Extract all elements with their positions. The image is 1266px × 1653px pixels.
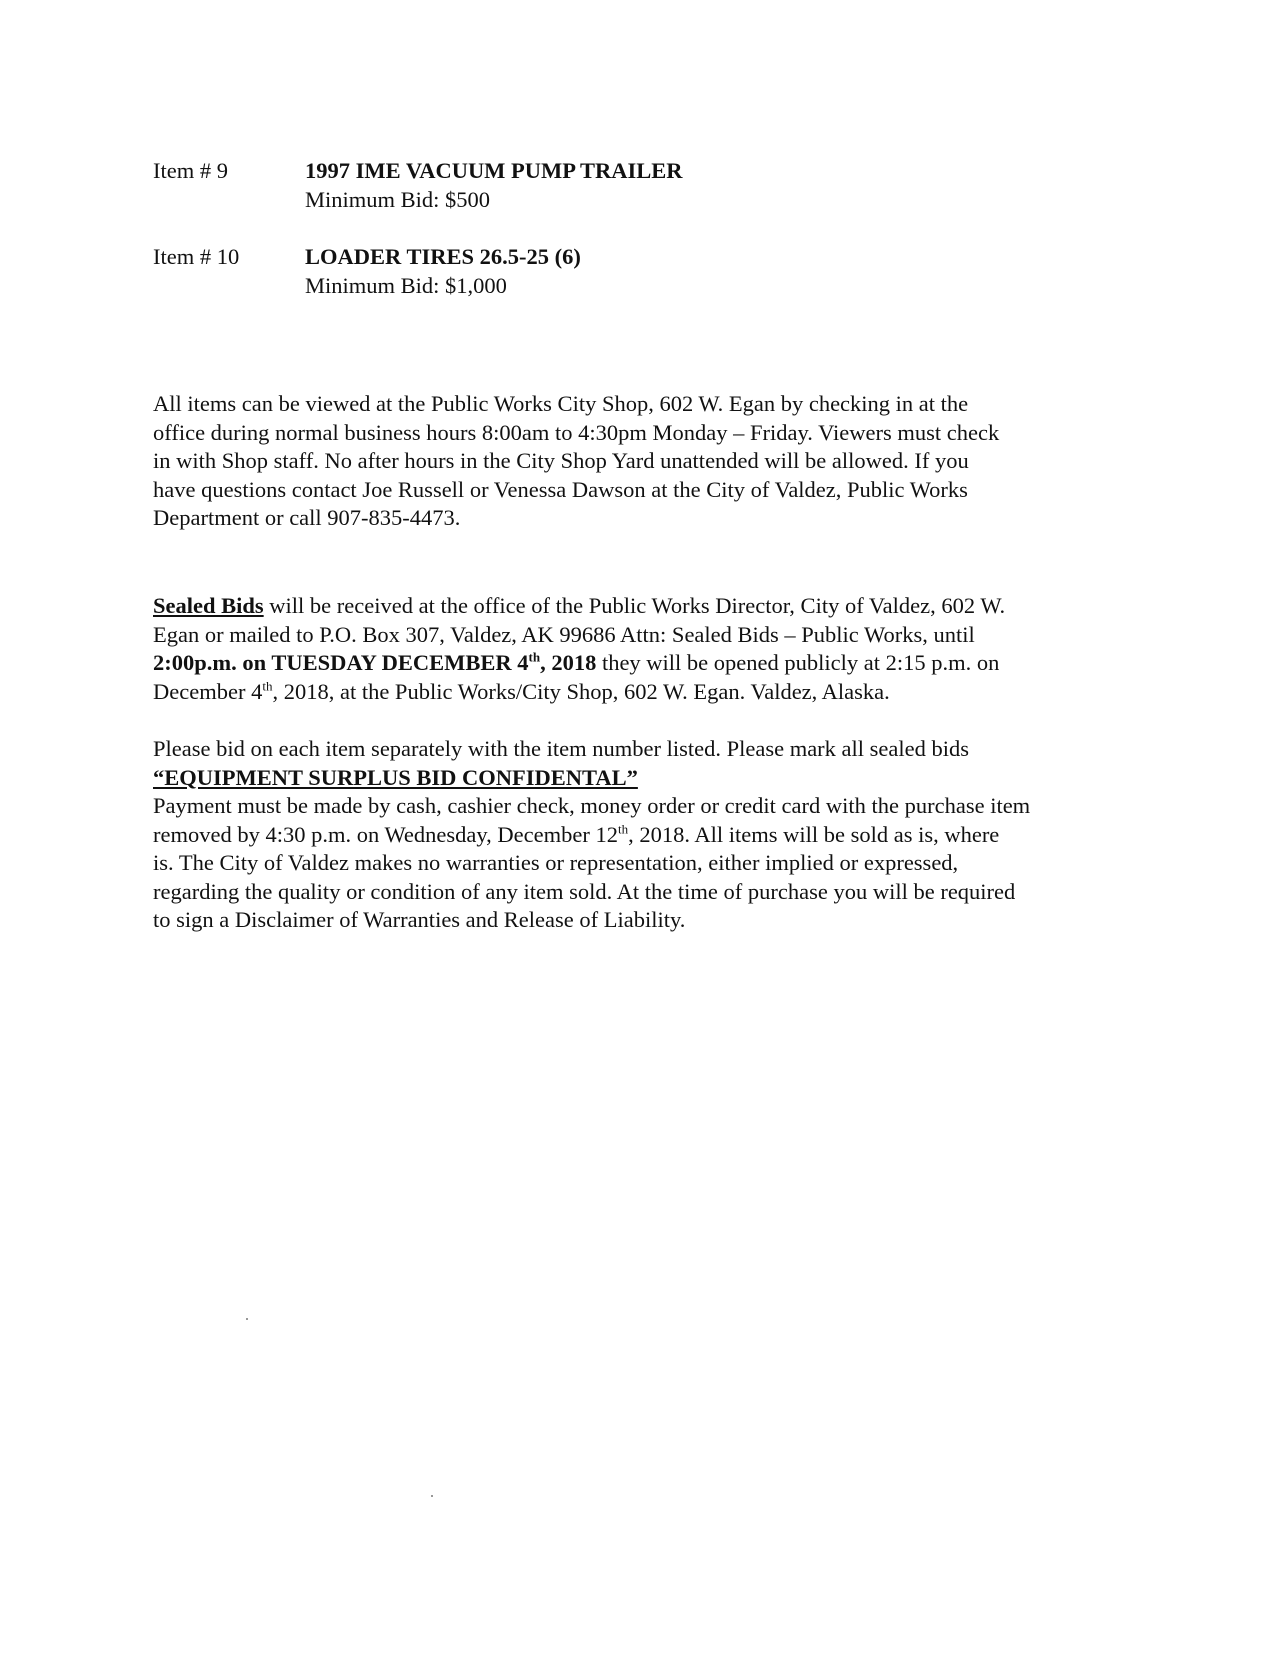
text-span: will be received at the office of the Public Works Director, City of Valdez, 602 W. [263,593,1006,618]
text-line: to sign a Disclaimer of Warranties and Release of Liability. [153,907,686,932]
ordinal-suffix: th [528,649,541,665]
text-line [153,592,1143,621]
text-line: is. The City of Valdez makes no warranties or representation, either implied or expressed, [153,850,959,875]
item-title: LOADER TIRES 26.5-25 (6) [305,244,581,269]
sealed-bids-paragraph [153,592,1143,706]
text-span: removed by 4:30 p.m. on Wednesday, December 12 [153,821,618,847]
text-span: , 2018. All items will be sold as is, where [628,821,1000,847]
text-line [153,821,1143,850]
scan-speck [246,1318,248,1320]
viewing-paragraph [153,390,1143,533]
text-line: office during normal business hours 8:00am to 4:30pm Monday – Friday. Viewers must check [153,419,1000,445]
text-span: , 2018 [540,650,597,675]
instructions-paragraph [153,735,1143,935]
text-line [153,649,1143,678]
text-line: have questions contact Joe Russell or Venessa Dawson at the City of Valdez, Public Works [153,476,968,502]
text-line: All items can be viewed at the Public Works City Shop, 602 W. Egan by checking in at the [153,391,969,416]
ordinal-suffix: th [262,678,273,693]
sealed-bids-heading: Sealed Bids [153,593,264,618]
text-line [153,678,1143,707]
item-description [305,243,1125,300]
text-line: Payment must be made by cash, cashier check, money order or credit card with the purchase item [153,793,1031,818]
item-number: Item # 10 [153,244,240,269]
text-line: Egan or mailed to P.O. Box 307, Valdez, AK 99686 Attn: Sealed Bids – Public Works, until [153,621,975,647]
text-line: Please bid on each item separately with the item number listed. Please mark all sealed bids [153,736,970,761]
text-span: , 2018, at the Public Works/City Shop, 602 W. Egan. Valdez, Alaska. [272,678,890,704]
text-line: in with Shop staff. No after hours in the City Shop Yard unattended will be allowed. If you [153,448,969,473]
text-line: Department or call 907-835-4473. [153,505,461,530]
item-description [305,157,1125,214]
scan-speck [431,1495,433,1497]
item-min-bid: Minimum Bid: $1,000 [305,272,507,298]
item-title: 1997 IME VACUUM PUMP TRAILER [305,158,683,183]
text-span: they will be opened publicly at 2:15 p.m. on [596,650,1000,675]
item-min-bid: Minimum Bid: $500 [305,186,491,212]
bid-deadline [153,650,596,675]
item-number: Item # 9 [153,158,228,183]
confidential-label: “EQUIPMENT SURPLUS BID CONFIDENTAL” [153,764,638,790]
text-span: December 4 [153,678,263,704]
ordinal-suffix: th [617,821,629,836]
text-line: regarding the quality or condition of any item sold. At the time of purchase you will be required [153,878,1016,904]
text-span: 2:00p.m. on TUESDAY DECEMBER 4 [153,650,529,675]
